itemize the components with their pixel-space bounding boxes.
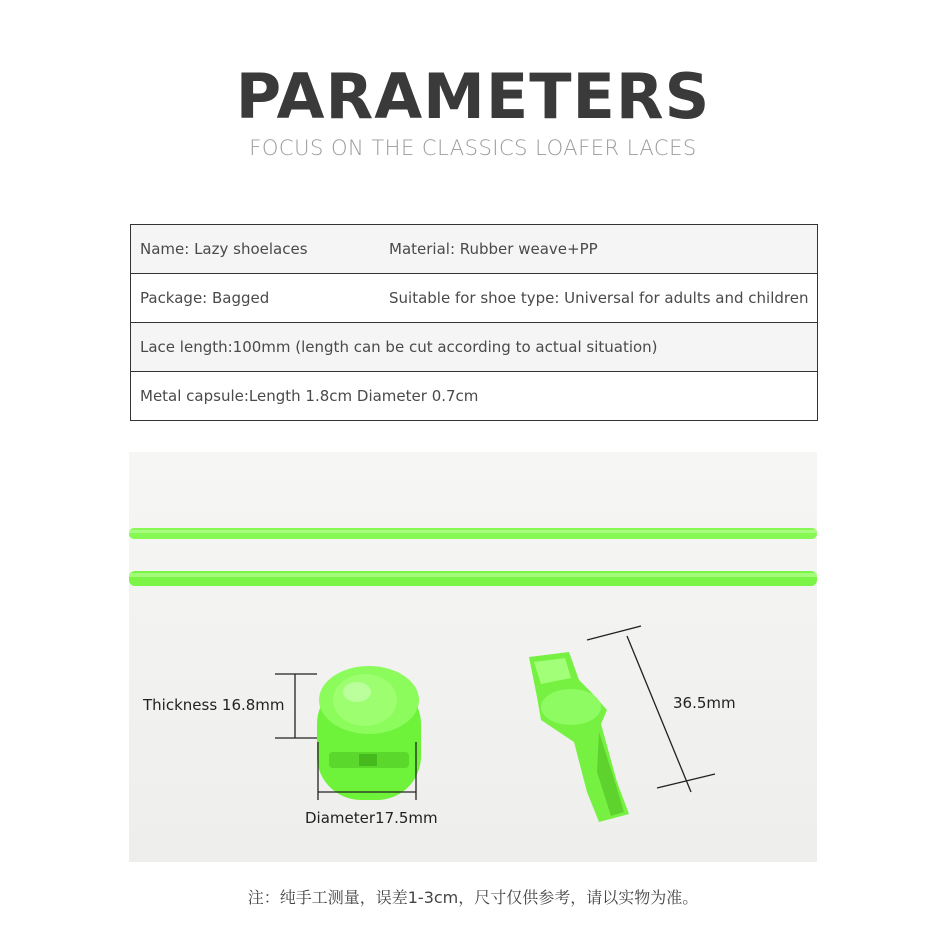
shoelace-strands bbox=[129, 528, 817, 586]
table-row bbox=[131, 372, 818, 421]
length-label: 36.5mm bbox=[673, 694, 736, 712]
table-row bbox=[131, 323, 818, 372]
page-title: PARAMETERS bbox=[235, 60, 711, 133]
thickness-label: Thickness 16.8mm bbox=[143, 696, 285, 714]
table-cell: Lace length:100mm (length can be cut according to actual situation) bbox=[131, 323, 818, 372]
product-photo bbox=[129, 452, 817, 862]
table-row bbox=[131, 225, 818, 274]
lace-lock-clip bbox=[529, 652, 629, 822]
measurement-note: 注：纯手工测量，误差1-3cm，尺寸仅供参考，请以实物为准。 bbox=[247, 888, 699, 907]
table-cell: Package: Bagged bbox=[131, 274, 381, 323]
table-cell: Suitable for shoe type: Universal for adults and children bbox=[380, 274, 818, 323]
table-row bbox=[131, 274, 818, 323]
diameter-label: Diameter17.5mm bbox=[305, 809, 438, 827]
page-subtitle: FOCUS ON THE CLASSICS LOAFER LACES bbox=[249, 136, 697, 160]
table-cell: Metal capsule:Length 1.8cm Diameter 0.7cm bbox=[131, 372, 818, 421]
table-cell: Name: Lazy shoelaces bbox=[131, 225, 381, 274]
parameters-table bbox=[130, 224, 818, 421]
product-illustration bbox=[129, 452, 817, 862]
table-cell: Material: Rubber weave+PP bbox=[380, 225, 818, 274]
cord-lock-stopper bbox=[317, 666, 421, 800]
